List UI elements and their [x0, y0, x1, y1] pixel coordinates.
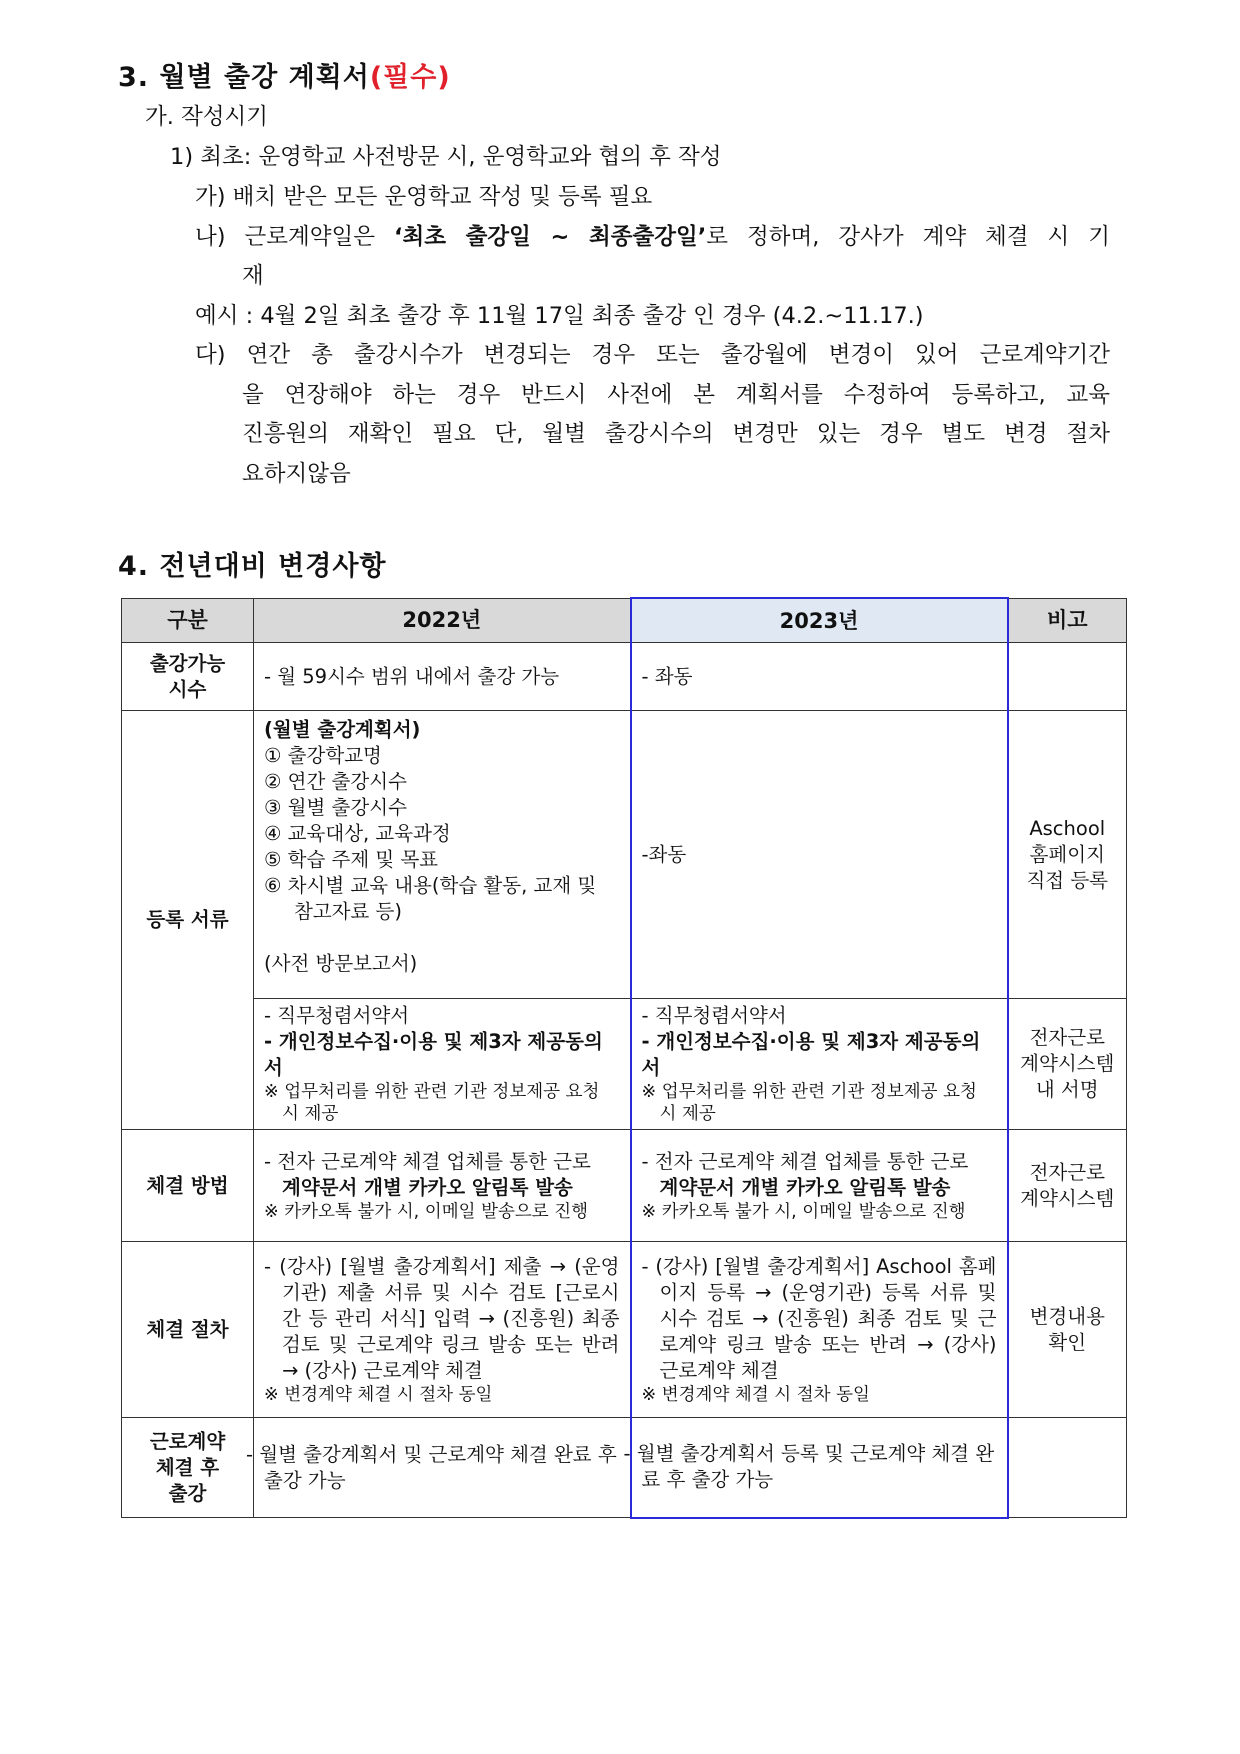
cell-2023 — [631, 1242, 1008, 1418]
header-note: 비고 — [1008, 598, 1127, 643]
list-item: 계약문서 개별 카카오 알림톡 발송 — [659, 1175, 951, 1199]
cell-note: Aschool 홈페이지 직접 등록 — [1008, 711, 1127, 999]
list-item: ③ 월별 출강시수 — [264, 796, 407, 819]
cell-2022 — [254, 1242, 631, 1418]
list-item: ① 출강학교명 — [264, 744, 382, 767]
item-na-bold: ‘최초 출강일 ~ 최종출강일’ — [393, 224, 707, 250]
table-row — [122, 711, 1127, 999]
table-row — [122, 1130, 1127, 1242]
cell-2023 — [631, 1130, 1008, 1242]
table-row — [122, 643, 1127, 711]
item-da-line3: 진흥원의 재확인 필요 단, 월별 출강시수의 변경만 있는 경우 별도 변경 절차 — [242, 421, 1110, 447]
list-item: - 개인정보수집·이용 및 제3자 제공동의서 — [264, 1030, 603, 1079]
row-category: 체결 방법 — [122, 1130, 254, 1242]
list-item: - 직무청렴서약서 — [641, 1004, 787, 1027]
cell-note — [1008, 1418, 1127, 1518]
remark: ※ 변경계약 체결 시 절차 동일 — [264, 1384, 493, 1405]
cell-2023: - 좌동 — [631, 643, 1008, 711]
table-row — [122, 1242, 1127, 1418]
section4-title: 4. 전년대비 변경사항 — [118, 551, 387, 582]
cell-note — [1008, 643, 1127, 711]
list-item: ④ 교육대상, 교육과정 — [264, 822, 451, 845]
list-item: - 전자 근로계약 체결 업체를 통한 근로 — [641, 1149, 969, 1173]
header-2023: 2023년 — [631, 598, 1008, 643]
cell-2022: - 월 59시수 범위 내에서 출강 가능 — [254, 643, 631, 711]
row-category: 근로계약 체결 후 출강 — [122, 1418, 254, 1518]
section3-title: 3. 월별 출강 계획서(필수) — [118, 62, 451, 93]
item-da-line4: 요하지않음 — [242, 461, 351, 487]
remark: ※ 카카오톡 불가 시, 이메일 발송으로 진행 — [264, 1201, 589, 1222]
cell-2023: -좌동 — [631, 711, 1008, 999]
plan-heading: (월별 출강계획서) — [264, 718, 421, 741]
cell-note: 전자근로 계약시스템 내 서명 — [1008, 999, 1127, 1130]
row-category: 출강가능 시수 — [122, 643, 254, 711]
list-item: ② 연간 출강시수 — [264, 770, 407, 793]
header-category: 구분 — [122, 598, 254, 643]
item-da-line1: 다) 연간 총 출강시수가 변경되는 경우 또는 출강월에 변경이 있어 근로계약기간 — [195, 342, 1110, 368]
visit-report-label: (사전 방문보고서) — [264, 952, 418, 975]
procedure-text: - (강사) [월별 출강계획서] 제출 → (운영 기관) 제출 서류 및 시수 검토 [근로시 간 등 관리 서식] 입력 → (진흥원) 최종 검토 및 근로계약 링크 발송 또는 반려 → (강사) 근로계약 체결 — [264, 1254, 620, 1382]
list-item: ⑤ 학습 주제 및 목표 — [264, 848, 439, 871]
cell-note: 변경내용 확인 — [1008, 1242, 1127, 1418]
cell-2023: - 월별 출강계획서 등록 및 근로계약 체결 완료 후 출강 가능 — [631, 1418, 1008, 1518]
item-1: 1) 최초: 운영학교 사전방문 시, 운영학교와 협의 후 작성 — [170, 144, 722, 170]
table-header-row — [122, 598, 1127, 643]
list-item: - 전자 근로계약 체결 업체를 통한 근로 — [264, 1149, 591, 1173]
cell-note: 전자근로 계약시스템 — [1008, 1130, 1127, 1242]
row-category: 등록 서류 — [122, 711, 254, 1130]
cell-2022: - 월별 출강계획서 및 근로계약 체결 완료 후 출강 가능 — [254, 1418, 631, 1518]
list-item: - 직무청렴서약서 — [264, 1004, 410, 1027]
example-line: 예시 : 4월 2일 최초 출강 후 11월 17일 최종 출강 인 경우 (4.2.~11.17.) — [195, 303, 924, 329]
cell-2022 — [254, 999, 631, 1130]
item-na: 나) 근로계약일은 ‘최초 출강일 ~ 최종출강일’로 정하며, 강사가 계약 체결 시 기 — [195, 224, 1110, 250]
cell-2022 — [254, 711, 631, 999]
procedure-text: - (강사) [월별 출강계획서] Aschool 홈페 이지 등록 → (운영기관) 등록 서류 및 시수 검토 → (진흥원) 최종 검토 및 근 로계약 링크 발송 또는 반려 → (강사) 근로계약 체결 — [641, 1254, 997, 1382]
list-item: ⑥ 차시별 교육 내용(학습 활동, 교재 및 참고자료 등) — [264, 874, 597, 923]
cell-2023 — [631, 999, 1008, 1130]
cell-2022 — [254, 1130, 631, 1242]
table-row — [122, 999, 1127, 1130]
item-da-line2: 을 연장해야 하는 경우 반드시 사전에 본 계획서를 수정하여 등록하고, 교육 — [242, 382, 1110, 408]
remark: ※ 카카오톡 불가 시, 이메일 발송으로 진행 — [641, 1201, 966, 1222]
remark: ※ 업무처리를 위한 관련 기관 정보제공 요청 시 제공 — [641, 1082, 977, 1124]
list-item: - 개인정보수집·이용 및 제3자 제공동의서 — [641, 1030, 981, 1079]
header-2022: 2022년 — [254, 598, 631, 643]
item-na-cont: 재 — [242, 263, 264, 289]
item-ga: 가) 배치 받은 모든 운영학교 작성 및 등록 필요 — [195, 184, 653, 210]
table-row — [122, 1418, 1127, 1518]
remark: ※ 변경계약 체결 시 절차 동일 — [641, 1384, 870, 1405]
remark: ※ 업무처리를 위한 관련 기관 정보제공 요청 시 제공 — [264, 1082, 600, 1124]
sub-heading-a: 가. 작성시기 — [145, 104, 268, 130]
list-item: 계약문서 개별 카카오 알림톡 발송 — [282, 1175, 573, 1199]
comparison-table — [121, 597, 1127, 1519]
required-mark: (필수) — [369, 62, 451, 93]
row-category: 체결 절차 — [122, 1242, 254, 1418]
